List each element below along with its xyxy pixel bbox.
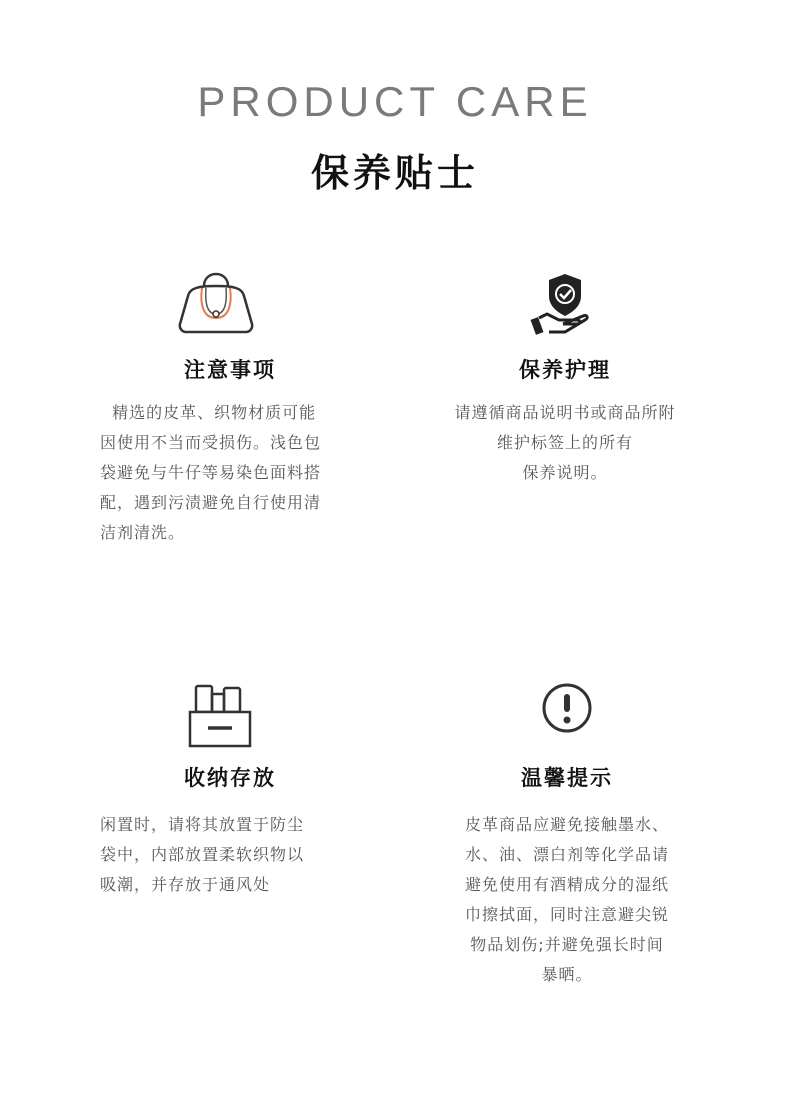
card-tips-body — [437, 810, 697, 990]
card-tips-title: 温馨提示 — [521, 766, 613, 790]
text-line: 避免使用有酒精成分的湿纸 — [464, 875, 669, 894]
text-line: 精选的皮革、织物材质可能 — [100, 403, 317, 422]
card-storage-title: 收纳存放 — [184, 766, 276, 790]
text-line: 保养说明。 — [522, 463, 608, 482]
text-line: 水、油、漂白剂等化学品请 — [464, 845, 669, 864]
text-line: 袋中，内部放置柔软织物以 — [100, 845, 305, 864]
text-line: 洁剂清洗。 — [100, 523, 186, 542]
warning-icon — [527, 680, 607, 760]
handbag-icon — [176, 262, 256, 342]
text-line: 配，遇到污渍避免自行使用清 — [100, 493, 322, 512]
text-line: 吸潮，并存放于通风处 — [100, 875, 271, 894]
storage-box-icon — [180, 680, 260, 760]
card-care-title: 保养护理 — [519, 358, 611, 382]
text-line: 物品划伤;并避免强长时间 — [470, 935, 664, 954]
header-title-en: PRODUCT CARE — [197, 78, 593, 125]
card-storage — [100, 680, 360, 920]
card-notice — [100, 262, 360, 562]
card-care — [435, 262, 695, 502]
text-line: 请遵循商品说明书或商品所附 — [454, 403, 676, 422]
text-line: 暴晒。 — [541, 965, 593, 984]
text-line: 巾擦拭面，同时注意避尖锐 — [464, 905, 669, 924]
card-storage-body — [100, 810, 360, 900]
card-tips — [437, 680, 697, 1000]
card-notice-title: 注意事项 — [184, 358, 276, 382]
card-care-body — [435, 398, 695, 488]
text-line: 维护标签上的所有 — [496, 433, 633, 452]
text-line: 因使用不当而受损伤。浅色包 — [100, 433, 322, 452]
text-line: 皮革商品应避免接触墨水、 — [464, 815, 669, 834]
text-line: 袋避免与牛仔等易染色面料搭 — [100, 463, 322, 482]
text-line: 闲置时，请将其放置于防尘 — [100, 815, 305, 834]
shield-hand-icon — [525, 262, 605, 342]
header-title-cn: 保养贴士 — [310, 151, 479, 195]
card-notice-body — [100, 398, 360, 548]
